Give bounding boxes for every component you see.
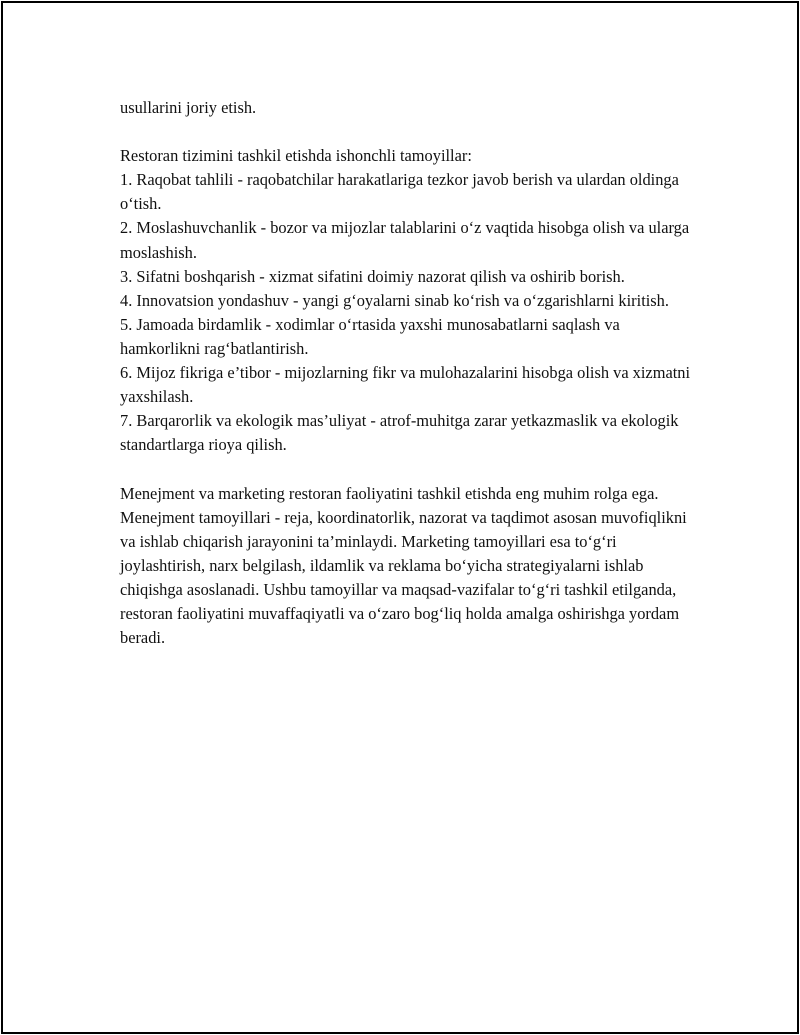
principles-list bbox=[120, 168, 700, 457]
list-item: 1. Raqobat tahlili - raqobatchilar harakatlariga tezkor javob berish va ulardan oldinga o‘tish. bbox=[120, 170, 679, 214]
page-frame bbox=[1, 1, 799, 1034]
list-item: 3. Sifatni boshqarish - xizmat sifatini doimiy nazorat qilish va oshirib borish. bbox=[120, 266, 625, 286]
list-item: 7. Barqarorlik va ekologik mas’uliyat - atrof-muhitga zarar yetkazmaslik va ekologik standartlarga rioya qilish. bbox=[120, 411, 679, 455]
continuation-text: usullarini joriy etish. bbox=[120, 98, 257, 117]
list-item: 4. Innovatsion yondashuv - yangi g‘oyalarni sinab ko‘rish va o‘zgarishlarni kiritish. bbox=[120, 290, 669, 310]
list-item: 5. Jamoada birdamlik - xodimlar o‘rtasida yaxshi munosabatlarni saqlash va hamkorlikni rag‘batlantirish. bbox=[120, 314, 620, 358]
conclusion-paragraph: Menejment va marketing restoran faoliyatini tashkil etishda eng muhim rolga ega. Menejment tamoyillari - reja, koordinatorlik, nazorat va taqdimot asosan muvofiqlikni va ishlab chiqarish jarayonini ta’minlaydi. Marketing tamoyillari esa to‘g‘ri joylashtirish, narx belgilash, ildamlik va reklama bo‘yicha strategiyalarni ishlab chiqishga asoslanadi. Ushbu tamoyillar va maqsad-vazifalar to‘g‘ri tashkil etilganda, restoran faoliyatini muvaffaqiyatli va o‘zaro bog‘liq holda amalga oshirishga yordam beradi. bbox=[120, 483, 687, 648]
principles-heading: Restoran tizimini tashkil etishda ishonchli tamoyillar: bbox=[120, 146, 472, 166]
list-item: 2. Moslashuvchanlik - bozor va mijozlar talablarini o‘z vaqtida hisobga olish va ularga moslashish. bbox=[120, 218, 690, 262]
document-body bbox=[120, 96, 700, 650]
paragraph-spacer bbox=[120, 457, 700, 481]
paragraph-spacer bbox=[120, 120, 700, 144]
list-item: 6. Mijoz fikriga e’tibor - mijozlarning fikr va mulohazalarini hisobga olish va xizmatni yaxshilash. bbox=[120, 363, 691, 407]
